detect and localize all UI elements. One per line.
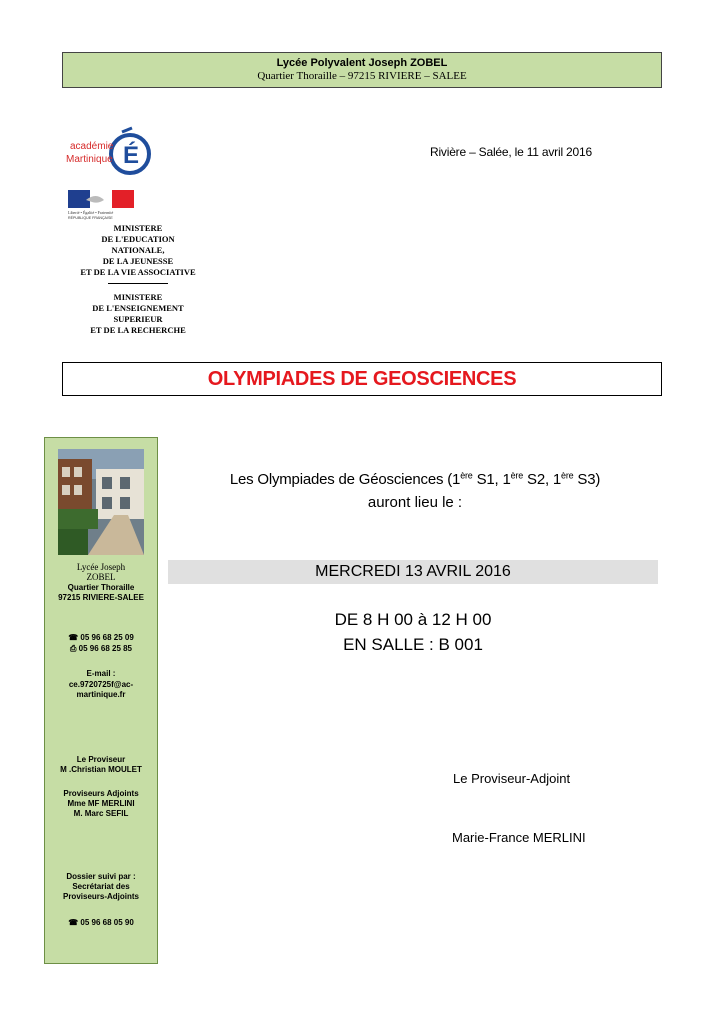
sidebar-phone-row: [45, 633, 157, 643]
letter-date: Rivière – Salée, le 11 avril 2016: [430, 145, 592, 159]
header-address: Quartier Thoraille – 97215 RIVIERE – SALEE: [257, 70, 467, 82]
sidebar-deputies-label: Proviseurs Adjoints: [63, 789, 139, 798]
sidebar-school-line2: ZOBEL: [86, 572, 116, 582]
sidebar-secretariat-phone: 05 96 68 05 90: [80, 918, 134, 927]
sidebar-principal-label: Le Proviseur: [76, 755, 126, 764]
ministry-line: NATIONALE,: [111, 245, 165, 255]
rf-name: RÉPUBLIQUE FRANÇAISE: [68, 216, 113, 220]
ministry-line: MINISTERE: [113, 223, 163, 233]
sidebar-email-link[interactable]: ce.9720725f@ac-: [68, 680, 134, 689]
event-date: MERCREDI 13 AVRIL 2016: [315, 563, 511, 580]
ministry-block: [58, 223, 218, 336]
sidebar-email-link[interactable]: martinique.fr: [76, 690, 126, 699]
sidebar-city: 97215 RIVIERE-SALEE: [58, 593, 144, 602]
ministry-line: DE L'EDUCATION: [101, 234, 175, 244]
sidebar-secretariat-2: Proviseurs-Adjoints: [62, 892, 139, 901]
intro-line-1: [170, 471, 660, 488]
ministry-line: DE L'ENSEIGNEMENT: [92, 303, 184, 313]
sidebar-email-label: E-mail :: [86, 669, 116, 678]
phone-icon: ☎: [68, 633, 79, 642]
intro-s1: S1, 1: [472, 471, 511, 488]
sidebar-fax-row: [45, 644, 157, 654]
event-time: DE 8 H 00 à 12 H 00: [334, 610, 492, 629]
event-room: EN SALLE : B 001: [343, 635, 483, 654]
page-title: OLYMPIADES DE GEOSCIENCES: [207, 368, 517, 390]
sidebar-school-line1: Lycée Joseph: [76, 562, 126, 572]
intro-s3: S3): [573, 471, 601, 488]
sidebar-deputy-2: M. Marc SEFIL: [73, 809, 129, 818]
signature-title: Le Proviseur-Adjoint: [453, 771, 571, 786]
sidebar-followed-label: Dossier suivi par :: [66, 872, 136, 881]
intro-s2: S2, 1: [523, 471, 562, 488]
sidebar-street: Quartier Thoraille: [67, 583, 135, 592]
sidebar-principal-name: M .Christian MOULET: [60, 765, 142, 774]
intro-prefix: Les Olympiades de Géosciences (1: [229, 471, 461, 488]
rf-motto: Liberté • Égalité • Fraternité: [68, 210, 114, 215]
ministry-line: ET DE LA VIE ASSOCIATIVE: [80, 267, 196, 277]
academie-martinique-logo: [66, 126, 156, 178]
phone-icon: ☎: [68, 918, 79, 927]
intro-sup: ère: [561, 470, 574, 481]
ministry-line: DE LA JEUNESSE: [102, 256, 174, 266]
sidebar-secretariat-phone-row: [45, 918, 157, 928]
sidebar: [44, 437, 158, 964]
academie-word: académie: [70, 141, 114, 152]
sidebar-deputy-1: Mme MF MERLINI: [67, 799, 135, 808]
ministry-line: MINISTERE: [113, 292, 163, 302]
header-school-name: Lycée Polyvalent Joseph ZOBEL: [276, 57, 448, 69]
signature-name: Marie-France MERLINI: [452, 830, 586, 845]
academie-letter: É: [123, 142, 140, 169]
header-box: [62, 52, 662, 88]
ministry-line: SUPERIEUR: [113, 314, 163, 324]
republique-francaise-logo: [68, 190, 136, 220]
sidebar-secretariat-1: Secrétariat des: [72, 882, 130, 891]
fax-icon: ⎙: [69, 644, 77, 653]
ministry-separator: [108, 283, 168, 284]
sidebar-fax: 05 96 68 25 85: [78, 644, 133, 653]
intro-line-2: auront lieu le :: [367, 494, 463, 511]
school-photo: [58, 449, 144, 555]
intro-sup: ère: [510, 470, 524, 481]
ministry-line: ET DE LA RECHERCHE: [90, 325, 186, 335]
sidebar-phone: 05 96 68 25 09: [80, 633, 134, 642]
martinique-word: Martinique: [66, 154, 113, 165]
intro-sup: ère: [460, 470, 473, 481]
title-box: [62, 362, 662, 396]
